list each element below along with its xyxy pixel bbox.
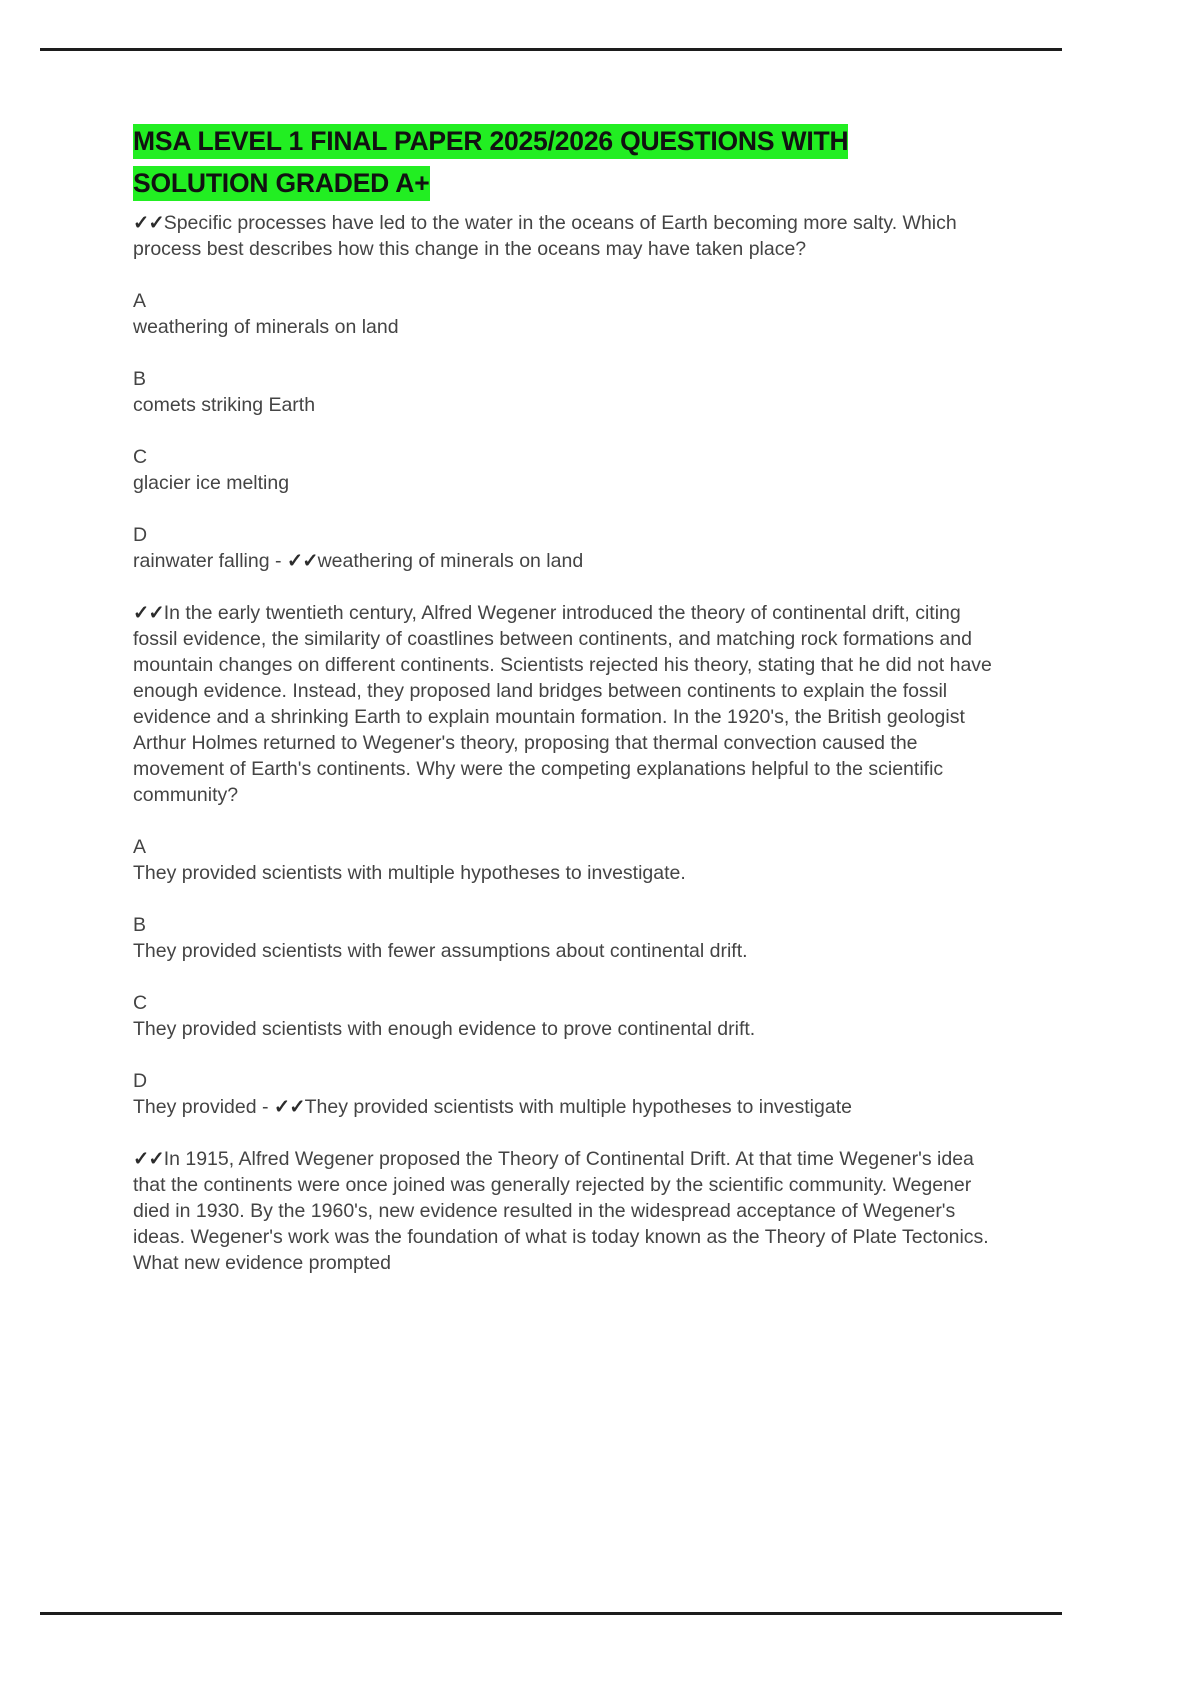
option-letter-2c: C xyxy=(133,992,148,1014)
option-letter-2b: B xyxy=(133,914,147,936)
answer-check-marker-icon-2: ✓✓ xyxy=(273,1096,305,1118)
check-marker-icon: ✓✓ xyxy=(133,212,164,234)
option-letter-1b: B xyxy=(133,368,147,390)
option-letter-1a: A xyxy=(133,290,147,312)
option-text-2d xyxy=(133,1094,1013,1120)
title-highlight: MSA LEVEL 1 FINAL PAPER 2025/2026 QUESTIONS WITH SOLUTION GRADED A+ xyxy=(133,124,848,201)
question-stem-text-1: Specific processes have led to the water in the oceans of Earth becoming more salty. Which process best describes how this change in the oceans may have taken place? xyxy=(133,212,957,260)
option-text-1b: comets striking Earth xyxy=(133,394,316,416)
question-block-2 xyxy=(133,574,1013,1120)
option-text-1d-prefix: rainwater falling - xyxy=(133,550,287,572)
document-content xyxy=(133,120,1013,1276)
page-title xyxy=(133,120,973,204)
option-text-2b: They provided scientists with fewer assumptions about continental drift. xyxy=(133,940,748,962)
question-stem-3 xyxy=(133,1146,1005,1276)
question-stem-text-2: In the early twentieth century, Alfred Wegener introduced the theory of continental drift, citing fossil evidence, the similarity of coastlines between continents, and matching rock formations and mountain changes on different continents. Scientists rejected his theory, stating that he did not have enough evidence. Instead, they proposed land bridges between continents to explain the fossil evidence and a shrinking Earth to explain mountain formation. In the 1920's, the British geologist Arthur Holmes returned to Wegener's theory, proposing that thermal convection caused the movement of Earth's continents. Why were the competing explanations helpful to the scientific community? xyxy=(133,602,992,806)
answer-text-2: They provided scientists with multiple hypotheses to investigate xyxy=(304,1096,852,1118)
question-stem-2 xyxy=(133,600,1005,808)
check-marker-icon: ✓✓ xyxy=(133,1148,164,1170)
page-rule-bottom xyxy=(40,1612,1062,1615)
option-text-2c: They provided scientists with enough evidence to prove continental drift. xyxy=(133,1018,756,1040)
question-stem-1 xyxy=(133,210,1005,262)
check-marker-icon: ✓✓ xyxy=(133,602,164,624)
answer-check-marker-icon-1: ✓✓ xyxy=(286,550,318,572)
option-text-2a: They provided scientists with multiple hypotheses to investigate. xyxy=(133,862,686,884)
page-rule-top xyxy=(40,48,1062,51)
question-block-1 xyxy=(133,210,1013,574)
option-letter-1c: C xyxy=(133,446,148,468)
option-text-1a: weathering of minerals on land xyxy=(133,316,399,338)
option-letter-2a: A xyxy=(133,836,147,858)
option-text-1d xyxy=(133,548,1013,574)
question-block-3 xyxy=(133,1120,1013,1276)
option-letter-2d: D xyxy=(133,1070,148,1092)
answer-text-1: weathering of minerals on land xyxy=(317,550,584,572)
option-text-1c: glacier ice melting xyxy=(133,472,290,494)
question-stem-text-3: In 1915, Alfred Wegener proposed the Theory of Continental Drift. At that time Wegener's idea that the continents were once joined was generally rejected by the scientific community. Wegener died in 1930. By the 1960's, new evidence resulted in the widespread acceptance of Wegener's ideas. Wegener's work was the foundation of what is today known as the Theory of Plate Tectonics. What new evidence prompted xyxy=(133,1148,989,1274)
option-letter-1d: D xyxy=(133,524,148,546)
option-text-2d-prefix: They provided - xyxy=(133,1096,274,1118)
